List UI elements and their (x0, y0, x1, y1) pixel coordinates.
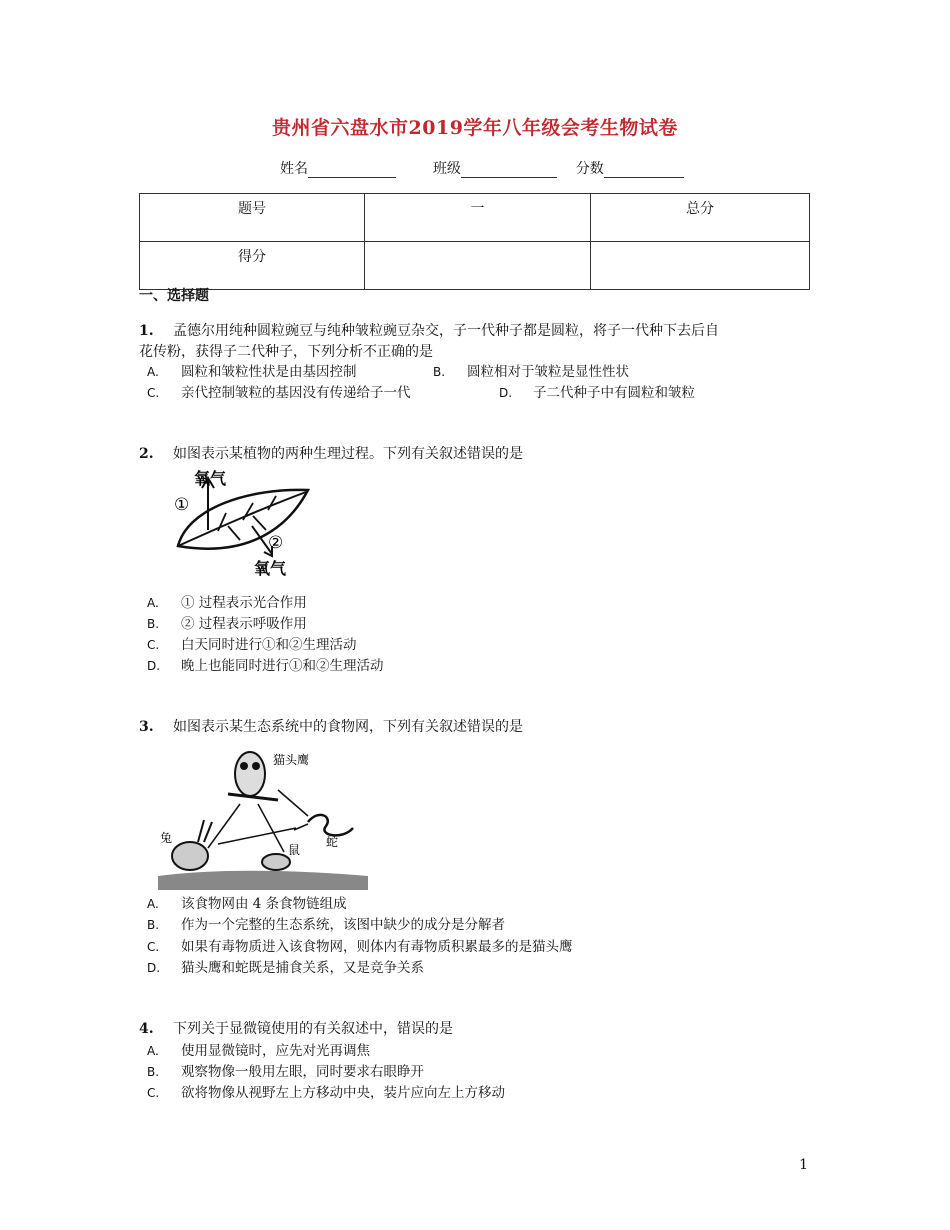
fig-label-snake: 蛇 (326, 835, 339, 849)
question-4 (139, 1019, 453, 1040)
score-table-row (140, 242, 810, 290)
option-a: A. 圆粒和皱粒性状是由基因控制 (147, 364, 357, 380)
name-label: 姓名 (280, 161, 308, 177)
score-table-header: 总分 (591, 194, 810, 242)
fig-label-rabbit: 兔 (160, 831, 173, 845)
question-text: 孟德尔用纯种圆粒豌豆与纯种皱粒豌豆杂交，子一代种子都是圆粒，将子一代种下去后自 (173, 323, 719, 339)
question-number: 4. (139, 1021, 154, 1037)
option-d: D. 晚上也能同时进行①和②生理活动 (147, 658, 384, 674)
fig-label-2: ② (268, 533, 284, 553)
fig-label-oxygen-top: 氧气 (194, 469, 227, 488)
option-b: B. 观察物像一般用左眼，同时要求右眼睁开 (147, 1064, 424, 1080)
score-cell (365, 242, 591, 290)
option-c: C. 如果有毒物质进入该食物网，则体内有毒物质积累最多的是猫头鹰 (147, 939, 573, 955)
ground (158, 871, 368, 890)
fig-label-mouse: 鼠 (288, 843, 301, 857)
option-d: D. 子二代种子中有圆粒和皱粒 (499, 385, 695, 401)
question-text-cont: 花传粉，获得子二代种子，下列分析不正确的是 (139, 344, 433, 360)
option-b: B. 圆粒相对于皱粒是显性性状 (433, 364, 629, 380)
rabbit-icon (172, 842, 208, 870)
score-blank (604, 163, 684, 178)
option-a: A. ① 过程表示光合作用 (147, 595, 307, 611)
name-blank (308, 163, 396, 178)
question-number: 1. (139, 323, 154, 339)
student-info-row (280, 158, 684, 178)
option-c: C. 欲将物像从视野左上方移动中央，装片应向左上方移动 (147, 1085, 505, 1101)
score-table-header: 题号 (140, 194, 365, 242)
score-label: 分数 (575, 161, 604, 177)
leaf-figure (168, 468, 318, 580)
question-1 (139, 321, 811, 363)
owl-icon (235, 752, 265, 796)
option-d: D. 猫头鹰和蛇既是捕食关系，又是竞争关系 (147, 960, 424, 976)
score-table-header-row (140, 194, 810, 242)
section-heading: 一、选择题 (139, 288, 209, 304)
page-number: 1 (799, 1157, 808, 1173)
food-web-figure (158, 744, 368, 890)
mouse-icon (262, 854, 290, 870)
option-a: A. 使用显微镜时，应先对光再调焦 (147, 1043, 370, 1059)
snake-icon (308, 815, 353, 835)
question-text: 如图表示某植物的两种生理过程。下列有关叙述错误的是 (173, 446, 523, 462)
score-table (139, 193, 810, 290)
score-row-label: 得分 (140, 242, 365, 290)
question-3 (139, 717, 523, 738)
fig-label-owl: 猫头鹰 (273, 753, 310, 767)
option-a: A. 该食物网由 4 条食物链组成 (147, 896, 347, 912)
score-cell (591, 242, 810, 290)
option-c: C. 亲代控制皱粒的基因没有传递给子一代 (147, 385, 411, 401)
question-number: 2. (139, 446, 154, 462)
option-b: B. ② 过程表示呼吸作用 (147, 616, 307, 632)
question-2 (139, 444, 523, 465)
page-title: 贵州省六盘水市2019学年八年级会考生物试卷 (272, 117, 678, 139)
score-table-header: 一 (365, 194, 591, 242)
fig-label-1: ① (174, 495, 190, 515)
option-b: B. 作为一个完整的生态系统，该图中缺少的成分是分解者 (147, 917, 505, 933)
option-c: C. 白天同时进行①和②生理活动 (147, 637, 357, 653)
question-number: 3. (139, 719, 154, 735)
question-text: 下列关于显微镜使用的有关叙述中，错误的是 (173, 1021, 453, 1037)
class-blank (461, 163, 557, 178)
class-label: 班级 (432, 161, 461, 177)
fig-label-oxygen-bottom: 氧气 (254, 559, 287, 578)
question-text: 如图表示某生态系统中的食物网，下列有关叙述错误的是 (173, 719, 523, 735)
